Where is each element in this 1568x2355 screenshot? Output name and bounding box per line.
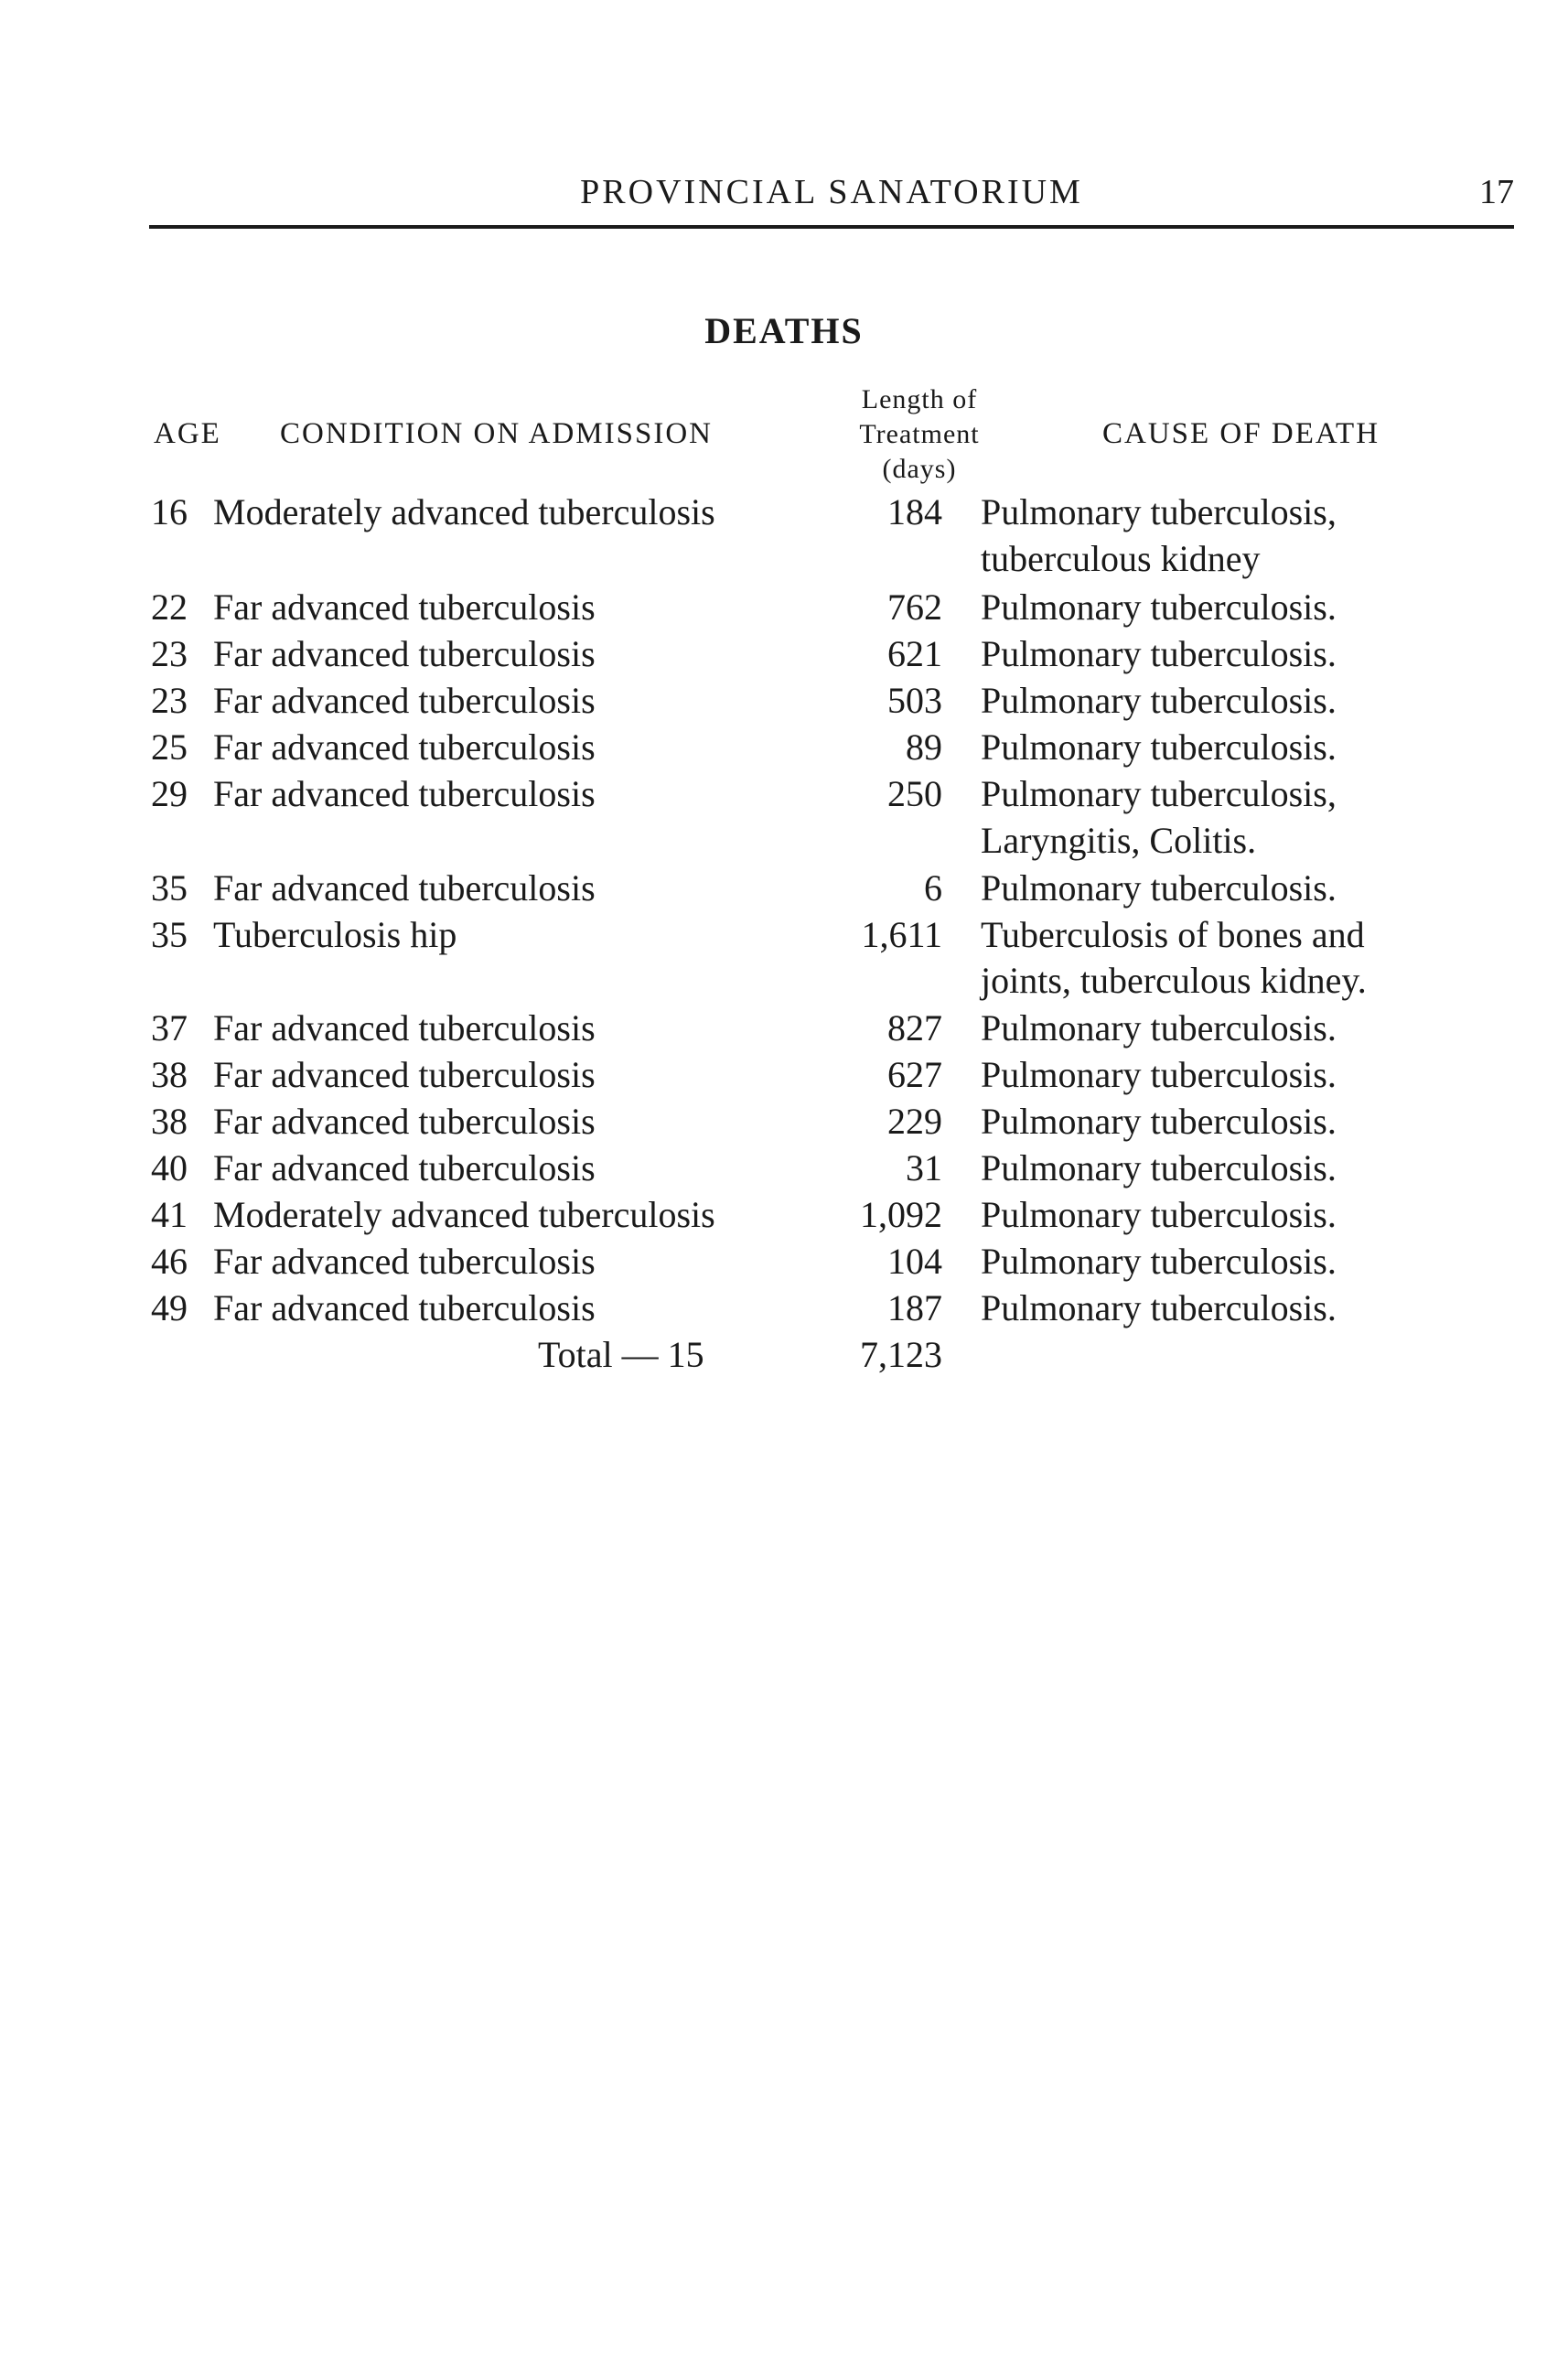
table-row [0,1052,1568,1098]
column-header-condition: CONDITION ON ADMISSION [280,417,713,450]
cell-condition: Far advanced tuberculosis [213,1241,596,1282]
cell-age: 22 [151,586,188,628]
running-head [149,172,1514,227]
total-value: 7,123 [860,1334,942,1375]
cell-cause: Pulmonary tuberculosis. [981,867,1337,909]
table-row [0,912,1568,958]
cell-age: 37 [151,1007,188,1048]
table-row [0,725,1568,770]
cell-condition: Far advanced tuberculosis [213,726,596,768]
table-row [0,1192,1568,1238]
cell-cause: Pulmonary tuberculosis. [981,1194,1337,1235]
cell-cause: Pulmonary tuberculosis, [981,491,1337,532]
length-header-line2: Treatment [859,419,980,449]
cell-cause-continued: joints, tuberculous kidney. [981,960,1367,1001]
cell-cause: Pulmonary tuberculosis. [981,680,1337,721]
cell-age: 35 [151,914,188,955]
length-header-line1: Length of [861,384,978,414]
cell-age: 16 [151,491,188,532]
cell-condition: Far advanced tuberculosis [213,867,596,909]
cell-length: 621 [887,633,942,674]
cell-length: 1,611 [861,914,942,955]
cell-condition: Moderately advanced tuberculosis [213,1194,715,1235]
cell-age: 23 [151,680,188,721]
cell-condition: Far advanced tuberculosis [213,633,596,674]
table-row [0,678,1568,724]
cell-length: 6 [924,867,942,909]
cell-cause: Pulmonary tuberculosis. [981,1101,1337,1142]
cell-age: 46 [151,1241,188,1282]
cell-length: 89 [906,726,942,768]
running-title: PROVINCIAL SANATORIUM [580,173,1083,211]
column-header-length [805,382,1034,487]
cell-length: 104 [887,1241,942,1282]
table-row [0,1145,1568,1191]
cell-condition: Far advanced tuberculosis [213,1054,596,1095]
cell-cause: Pulmonary tuberculosis. [981,1241,1337,1282]
cell-length: 503 [887,680,942,721]
cell-age: 40 [151,1147,188,1188]
cell-age: 23 [151,633,188,674]
cell-length: 827 [887,1007,942,1048]
cell-cause: Pulmonary tuberculosis. [981,1054,1337,1095]
page-title: DEATHS [704,310,864,351]
cell-age: 25 [151,726,188,768]
cell-cause: Pulmonary tuberculosis. [981,1007,1337,1048]
cell-cause-continued: Laryngitis, Colitis. [981,820,1257,861]
table-row [0,771,1568,817]
cell-condition: Moderately advanced tuberculosis [213,491,715,532]
cell-condition: Far advanced tuberculosis [213,1287,596,1328]
cell-age: 38 [151,1101,188,1142]
cell-cause: Pulmonary tuberculosis. [981,1147,1337,1188]
header-rule [149,225,1514,229]
cell-age: 49 [151,1287,188,1328]
cell-cause: Pulmonary tuberculosis, [981,773,1337,814]
table-row [0,585,1568,630]
page-number: 17 [1479,173,1514,211]
table-row [0,866,1568,911]
table-row [0,631,1568,677]
cell-condition: Far advanced tuberculosis [213,680,596,721]
cell-length: 31 [906,1147,942,1188]
cell-condition: Far advanced tuberculosis [213,1101,596,1142]
cell-cause: Tuberculosis of bones and [981,914,1365,955]
length-header-line3: (days) [882,454,957,484]
cell-length: 229 [887,1101,942,1142]
total-label: Total — 15 [538,1334,704,1375]
cell-cause-continued: tuberculous kidney [981,538,1261,579]
cell-age: 29 [151,773,188,814]
cell-cause: Pulmonary tuberculosis. [981,586,1337,628]
cell-condition: Far advanced tuberculosis [213,586,596,628]
cell-age: 41 [151,1194,188,1235]
cell-condition: Far advanced tuberculosis [213,1007,596,1048]
table-row [0,489,1568,535]
column-header-age: AGE [154,417,221,450]
table-row [0,1099,1568,1145]
table-row [0,1285,1568,1331]
cell-cause: Pulmonary tuberculosis. [981,1287,1337,1328]
cell-condition: Far advanced tuberculosis [213,773,596,814]
cell-length: 762 [887,586,942,628]
cell-condition: Tuberculosis hip [213,914,457,955]
cell-length: 627 [887,1054,942,1095]
cell-condition: Far advanced tuberculosis [213,1147,596,1188]
table-row [0,1005,1568,1051]
cell-length: 187 [887,1287,942,1328]
cell-length: 1,092 [860,1194,942,1235]
cell-cause: Pulmonary tuberculosis. [981,726,1337,768]
cell-age: 38 [151,1054,188,1095]
table-row [0,1239,1568,1285]
cell-length: 250 [887,773,942,814]
cell-age: 35 [151,867,188,909]
column-header-cause: CAUSE OF DEATH [1102,417,1380,450]
cell-cause: Pulmonary tuberculosis. [981,633,1337,674]
cell-length: 184 [887,491,942,532]
